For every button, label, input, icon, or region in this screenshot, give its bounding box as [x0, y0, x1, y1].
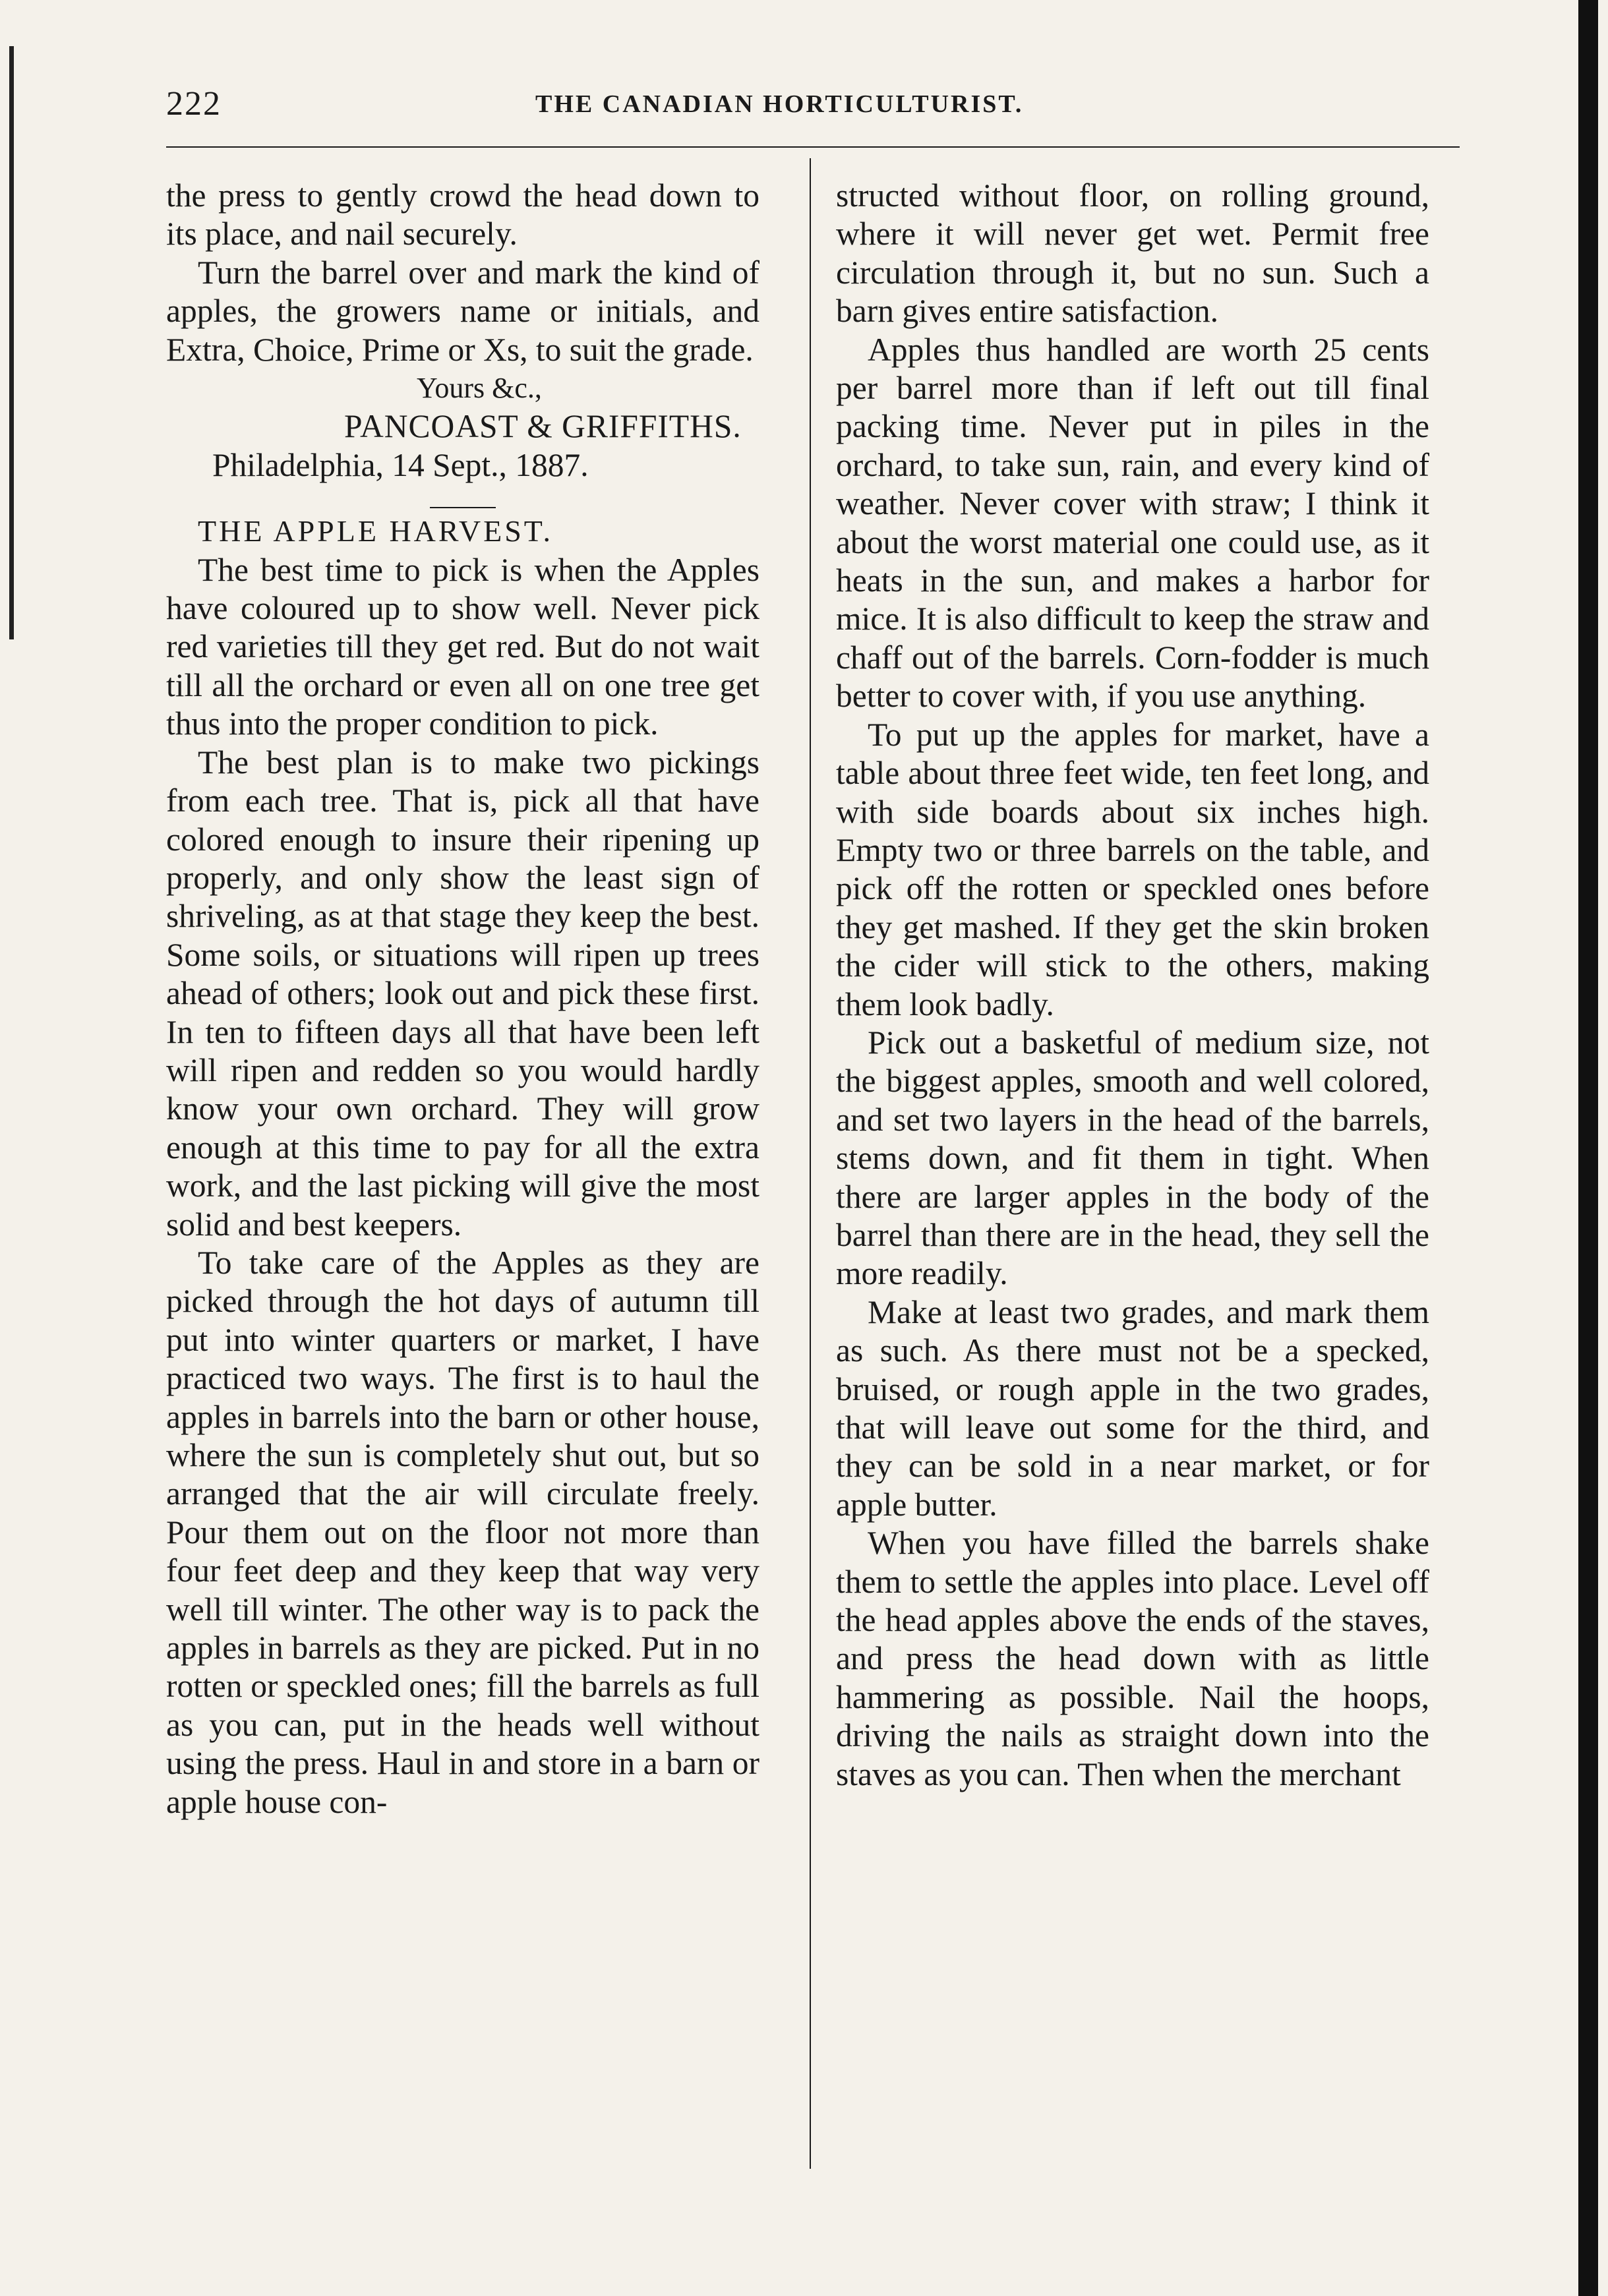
- continuation-paragraph: the press to gently crowd the head down to its place, and nail securely.: [166, 177, 759, 252]
- section-rule: [430, 507, 496, 508]
- article-paragraph: The best time to pick is when the Apples have coloured up to show well. Never pick red varieties till they get red. But do not wait till all the orchard or even all on one tree get thus into the proper condition to pick.: [166, 551, 759, 742]
- article-paragraph: Make at least two grades, and mark them as such. As there must not be a specked, bruised, or rough apple in the two grades, that will leave out some for the third, and they can be sold in a near market, or for apple butter.: [836, 1293, 1429, 1523]
- letter-place-date: Philadelphia, 14 Sept., 1887.: [212, 446, 589, 483]
- column-divider: [810, 158, 811, 2169]
- letter-signature: PANCOAST & GRIFFITHS.: [344, 408, 742, 445]
- article-paragraph: To put up the apples for market, have a table about three feet wide, ten feet long, and with side boards about six inches high. Empty two or three barrels on the table, and pick off the rotten or speckled ones before they get mashed. If they get the skin broken the cider will stick to the others, making them look badly.: [836, 716, 1429, 1022]
- section-heading: THE APPLE HARVEST.: [198, 514, 553, 548]
- article-paragraph: Pick out a basketful of medium size, not the biggest apples, smooth and well colored, and set two layers in the head of the barrels, stems down, and fit them in tight. When there are larger apples in the body of the barrel than there are in the head, they sell the more readily.: [836, 1024, 1429, 1292]
- left-column: [166, 177, 759, 1821]
- scan-edge-shadow-right: [1578, 0, 1598, 2296]
- continuation-paragraph: structed without floor, on rolling ground, where it will never get wet. Permit free circulation through it, but no sun. Such a barn gives entire satisfaction.: [836, 177, 1429, 330]
- header-rule: [166, 146, 1460, 148]
- article-paragraph: Apples thus handled are worth 25 cents per barrel more than if left out till final packing time. Never put in piles in the orchard, to take sun, rain, and every kind of weather. Never cover with straw; I think it about the worst material one could use, as it heats in the sun, and makes a harbor for mice. It is also difficult to keep the straw and chaff out of the barrels. Corn-fodder is much better to cover with, if you use anything.: [836, 331, 1429, 715]
- page-header: [166, 84, 1458, 131]
- right-column: [836, 177, 1429, 1794]
- scan-edge-shadow-left: [9, 46, 14, 639]
- marking-instructions-paragraph: Turn the barrel over and mark the kind of apples, the growers name or initials, and Extra, Choice, Prime or Xs, to suit the grade.: [166, 254, 759, 368]
- article-paragraph: The best plan is to make two pickings from each tree. That is, pick all that have colored enough to insure their ripening up properly, and only show the least sign of shriveling, as at that stage they keep the best. Some soils, or situations will ripen up trees ahead of others; look out and pick these first. In ten to fifteen days all that have been left will ripen and redden so you would hardly know your own orchard. They will grow enough at this time to pay for all the extra work, and the last picking will give the most solid and best keepers.: [166, 744, 759, 1243]
- letter-salutation: Yours &c.,: [417, 372, 542, 405]
- article-paragraph: To take care of the Apples as they are picked through the hot days of autumn till put into winter quarters or market, I have practiced two ways. The first is to haul the apples in barrels into the barn or other house, where the sun is completely shut out, but so arranged that the air will circulate freely. Pour them out on the floor not more than four feet deep and they keep that way very well till winter. The other way is to pack the apples in barrels as they are picked. Put in no rotten or speckled ones; fill the barrels as full as you can, put in the heads well without using the press. Haul in and store in a barn or apple house con-: [166, 1244, 759, 1820]
- article-paragraph: When you have filled the barrels shake them to settle the apples into place. Level off the head apples above the ends of the staves, and press the head down with as little hammering as possible. Nail the hoops, driving the nails as straight down into the staves as you can. Then when the merchant: [836, 1525, 1429, 1792]
- running-title: THE CANADIAN HORTICULTURIST.: [535, 90, 1024, 118]
- page-number: 222: [166, 85, 222, 123]
